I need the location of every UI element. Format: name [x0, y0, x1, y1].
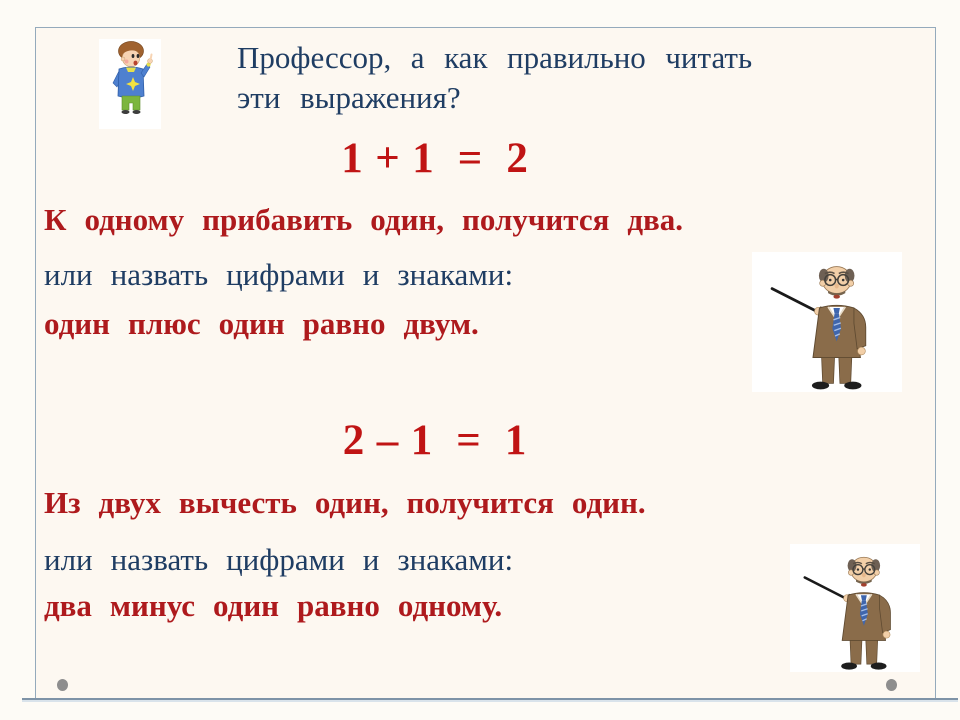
subtraction-alt-intro-text: или назвать цифрами и знаками:: [44, 542, 514, 577]
footer-dot-right: [886, 679, 897, 691]
subtraction-reading-text: Из двух вычесть один, получится один.: [44, 485, 646, 520]
professor-icon: [790, 544, 920, 672]
question-line-2: эти выражения?: [237, 80, 461, 115]
addition-reading-text: К одному прибавить один, получится два.: [44, 202, 683, 237]
addition-symbol-reading-text: один плюс один равно двум.: [44, 306, 479, 341]
footer-dot-left: [57, 679, 68, 691]
addition-alt-intro-text: или назвать цифрами и знаками:: [44, 257, 514, 292]
question-line-1: Профессор, а как правильно читать: [237, 40, 753, 75]
subtraction-symbol-reading-text: два минус один равно одному.: [44, 588, 503, 623]
boy-icon: [99, 39, 161, 129]
professor-with-pointer-illustration: [752, 252, 902, 392]
question-text: [237, 38, 927, 118]
footer-divider-shadow: [22, 700, 958, 702]
equation-addition: 1 + 1 = 2: [341, 135, 529, 182]
boy-pointing-illustration: [99, 39, 161, 129]
equation-subtraction: 2 – 1 = 1: [342, 417, 528, 464]
professor-icon: [752, 252, 902, 392]
professor-with-pointer-illustration: [790, 544, 920, 672]
